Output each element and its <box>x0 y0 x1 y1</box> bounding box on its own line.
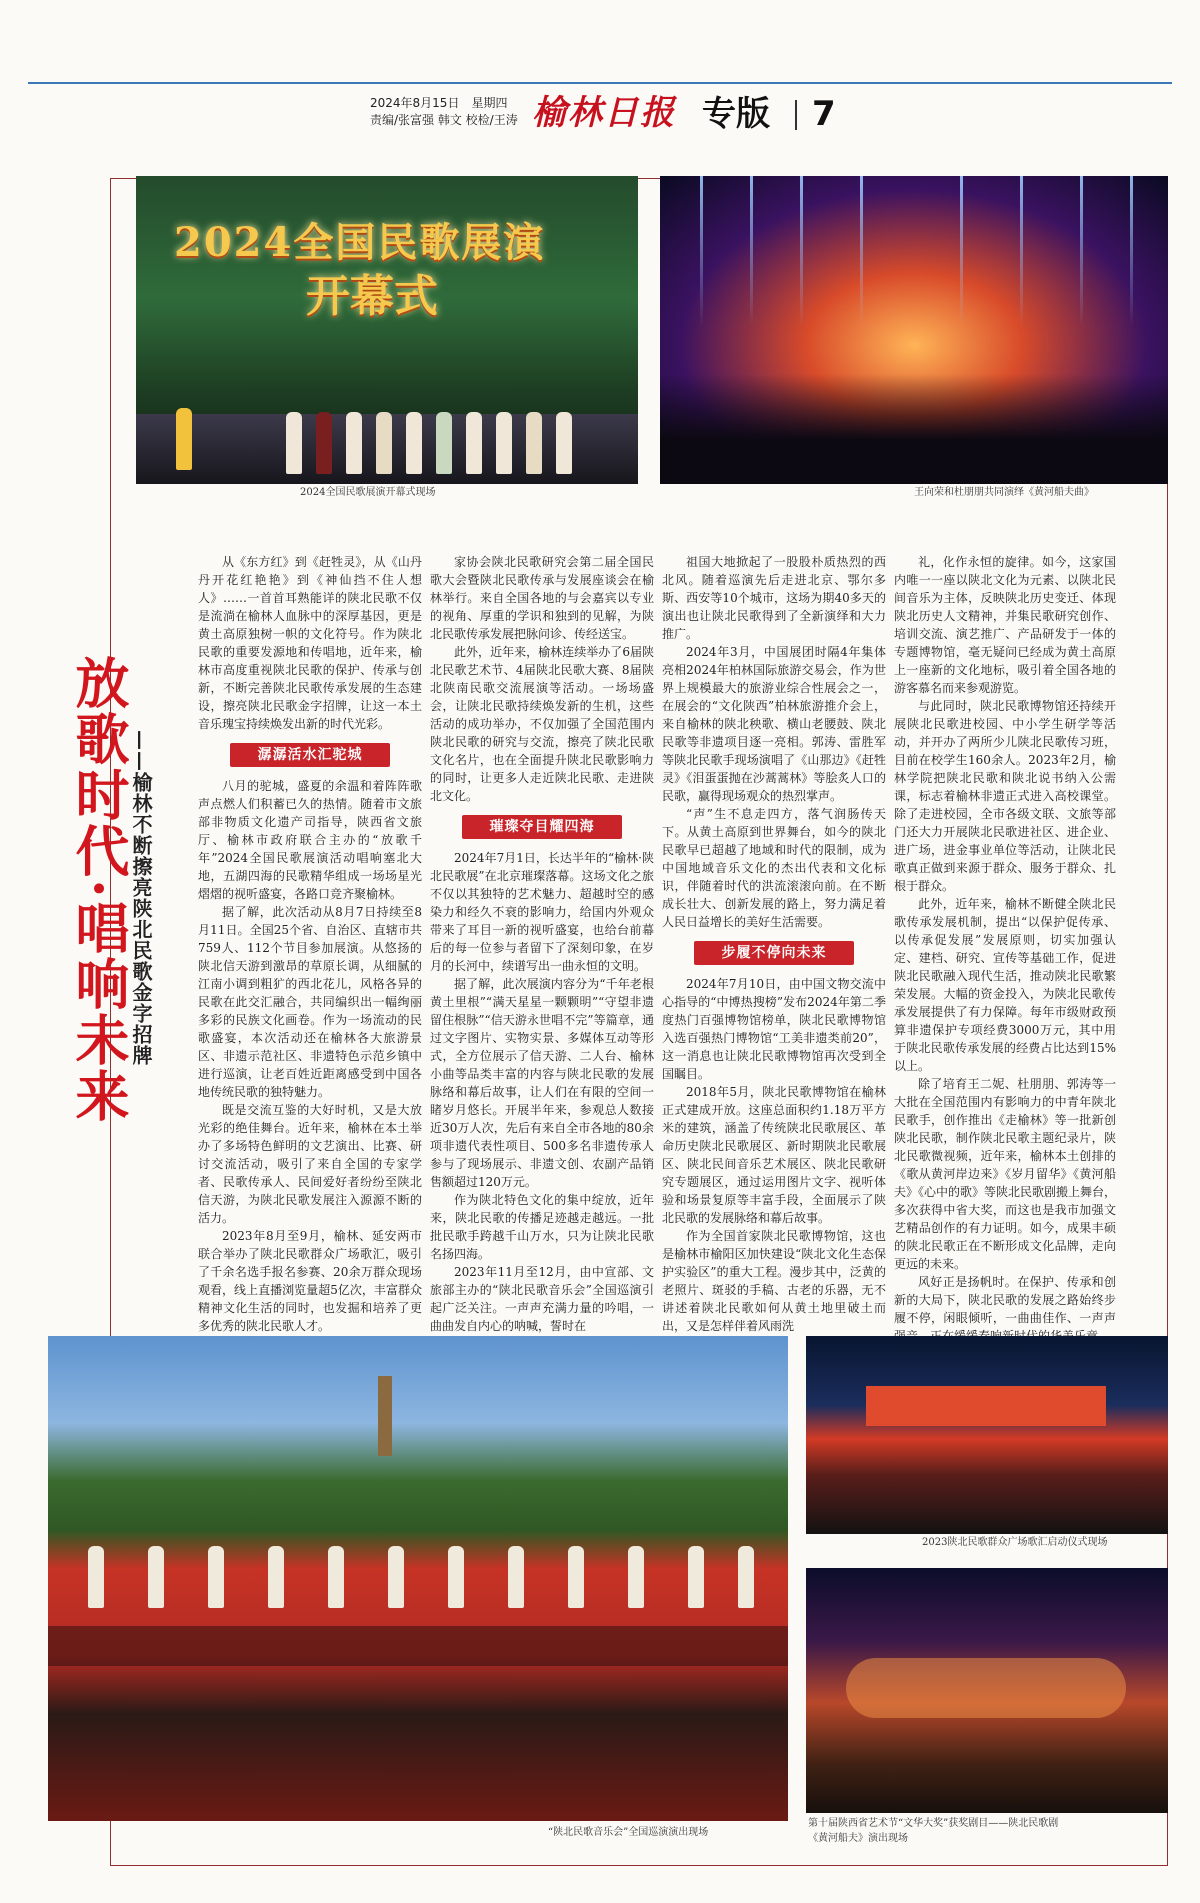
performer-figure <box>88 1546 104 1608</box>
performer-figure <box>738 1546 754 1608</box>
paragraph: 2018年5月，陕北民歌博物馆在榆林正式建成开放。这座总面积约1.18万平方米的建筑，涵盖了传统陕北民歌展区、革命历史陕北民歌展区、新时期陕北民歌展区、陕北民间音乐艺术展区、陕北民歌研究专题展区，通过运用图片文字、视听体验和场景复原等丰富手段，全面展示了陕北民歌的发展脉络和幕后故事。 <box>662 1085 886 1225</box>
performer-figure <box>208 1546 224 1608</box>
stage-banner-text: 2024全国民歌展演 <box>174 219 546 266</box>
paragraph: 据了解，此次活动从8月7日持续至8月11日。全国25个省、自治区、直辖市共759人、112个节目参加展演。从悠扬的陕北信天游到激昂的草原长调，从细腻的江南小调到粗犷的西北花儿，风格各异的民歌在此交汇融合，共同编织出一幅绚丽多彩的民族文化画卷。作为一场流动的民歌盛宴，本次活动还在榆林各大旅游景区、非遗示范社区、非遗特色示范乡镇中进行巡演，让老百姓近距离感受到中国各地传统民歌的独特魅力。 <box>198 905 422 1099</box>
photo-caption: 2024全国民歌展演开幕式现场 <box>300 487 436 498</box>
issue-weekday: 星期四 <box>471 96 508 110</box>
paragraph: 2024年7月10日，由中国文物交流中心指导的“中博热搜榜”发布2024年第二季度热门百强博物馆榜单，陕北民歌博物馆入选百强热门博物馆“工美非遗类前20”，这一消息也让陕北民歌博物馆再次受到全国瞩目。 <box>662 977 886 1081</box>
stage-light <box>1020 176 1023 326</box>
editors-credit: 责编/张富强 韩文 校检/王涛 <box>370 113 518 127</box>
newspaper-logo: 榆林日报 <box>532 93 676 133</box>
article-column-2 <box>430 553 654 1333</box>
performer-figure <box>568 1546 584 1608</box>
pagoda-tower <box>378 1376 392 1456</box>
stage-set <box>846 1658 1126 1718</box>
paragraph: 2023年8月至9月，榆林、延安两市联合举办了陕北民歌群众广场歌汇，吸引了千余名选手报名参赛、20余万群众现场观看，线上直播浏览量超5亿次，丰富群众精神文化生活的同时，也发掘和培养了更多优秀的陕北民歌人才。 <box>198 1229 422 1333</box>
performer-figure <box>466 412 482 474</box>
paragraph: 除了培育王二妮、杜朋朋、郭涛等一大批在全国范围内有影响力的中青年陕北民歌手，创作推出《走榆林》等一批新创陕北民歌，制作陕北民歌主题纪录片，陕北民歌微视频，近年来，榆林本土创排的《歌从黄河岸边来》《岁月留华》《黄河船夫》《心中的歌》等陕北民歌剧搬上舞台，多次获得中省大奖，而这也是我市加强文艺精品创作的有力证明。如今，成果丰硕的陕北民歌正在不断形成文化品牌，走向更远的未来。 <box>894 1077 1117 1271</box>
performer-figure <box>436 412 452 474</box>
stage-light <box>750 176 753 326</box>
paragraph: 作为全国首家陕北民歌博物馆，这也是榆林市榆阳区加快建设“陕北文化生态保护实验区”的重大工程。漫步其中，泛黄的老照片、斑驳的手稿、古老的乐器，无不讲述着陕北民歌如何从黄土地里破土而出，又是怎样伴着风雨洗 <box>662 1229 886 1333</box>
stage-light <box>960 176 963 326</box>
paragraph: 此外，近年来，榆林不断健全陕北民歌传承发展机制，提出“以保护促传承、以传承促发展”发展原则，切实加强认定、建档、研究、宣传等基础工作，促进陕北民歌融入现代生活，推动陕北民歌繁荣发展。大幅的资金投入，为陕北民歌传承发展提供了有力保障。每年市级财政预算非遗保护专项经费3000万元，其中用于陕北民歌传承发展的经费占比达到15%以上。 <box>894 897 1116 1073</box>
masthead <box>0 94 1200 138</box>
performer-figure <box>346 412 362 474</box>
photo-caption: 第十届陕西省艺术节“文华大奖”获奖剧目——陕北民歌剧 <box>808 1818 1059 1829</box>
performer-figure <box>376 412 392 474</box>
photo-concert-tour <box>48 1336 788 1821</box>
section-heading: 步履不停向未来 <box>694 941 854 965</box>
section-heading: 潺潺活水汇驼城 <box>230 743 390 767</box>
photo-caption: 《黄河船夫》演出现场 <box>808 1833 908 1844</box>
article-column-3 <box>662 553 886 1333</box>
paragraph: 据了解，此次展演内容分为“千年老根黄土里根”“满天星星一颗颗明”“守望非遗留住根脉”“信天游永世唱不完”等篇章，通过文字图片、实物实景、多媒体互动等形式，全方位展示了信天游、二人台、榆林小曲等品类丰富的内容与陕北民歌的发展脉络和幕后故事，让人们在有限的空间一睹岁月悠长。开展半年来，参观总人数接近30万人次，先后有来自全市各地的80余项非遗代表性项目、500多名非遗传承人参与了现场展示、非遗文创、农副产品销售额超过120万元。 <box>430 977 654 1189</box>
paragraph: 此外，近年来，榆林连续举办了6届陕北民歌艺术节、4届陕北民歌大赛、8届陕北陕南民歌交流展演等活动。一场场盛会，让陕北民歌持续焕发新的生机，这些活动的成功举办，不仅加强了全国范围内陕北民歌的研究与交流，擦亮了陕北民歌文化名片，也在全面提升陕北民歌影响力的同时，让更多人走近陕北民歌、走进陕北文化。 <box>430 645 654 803</box>
edition-label: 专版 <box>702 94 770 134</box>
stage-light <box>1130 176 1133 326</box>
photo-caption: “陕北民歌音乐会”全国巡演演出现场 <box>548 1827 709 1838</box>
photo-caption: 王向荣和杜朋朋共同演绎《黄河船夫曲》 <box>914 487 1094 498</box>
paragraph: 风好正是扬帆时。在保护、传承和创新的大局下，陕北民歌的发展之路始终步履不停，闲眼倾听，一曲曲佳作、一声声 <box>894 1275 1116 1325</box>
performer-figure <box>496 412 512 474</box>
paragraph: 2024年7月1日，长达半年的“榆林·陕北民歌展”在北京璀璨落幕。这场文化之旅不仅以其独特的艺术魅力、超越时空的感染力和经久不衰的影响力，给国内外观众带来了耳目一新的视听盛宴，也给台前幕后的每一位参与者留下了深刻印象，在岁月的长河中，续谱写出一曲永恒的文明。 <box>430 851 654 973</box>
stage-light <box>1080 176 1083 326</box>
performer-figure <box>388 1546 404 1608</box>
article-column-1 <box>198 553 422 1333</box>
article-column-4 <box>894 553 1117 1325</box>
issue-date: 2024年8月15日 <box>370 96 460 110</box>
paragraph: 2023年11月至12月，由中宣部、文旅部主办的“陕北民歌音乐会”全国巡演引起广泛关注。一声声充满力量的吟唱，一曲曲发自内心的呐喊，誓时在 <box>430 1265 654 1333</box>
photo-caption: 2023陕北民歌群众广场歌汇启动仪式现场 <box>922 1537 1108 1548</box>
top-rule <box>28 82 1172 84</box>
photo-yellow-river-boatman-opera <box>806 1568 1168 1813</box>
stage-banner-text-2: 开幕式 <box>306 271 438 322</box>
paragraph: 作为陕北特色文化的集中绽放，近年来，陕北民歌的传播足迹越走越远。一批批民歌手跨越千山万水，只为让陕北民歌名扬四海。 <box>430 1193 654 1261</box>
paragraph: 既是交流互鉴的大好时机，又是大放光彩的绝佳舞台。近年来，榆林在本土举办了多场特色鲜明的文艺演出、比赛、研讨交流活动，吸引了来自全国的专家学者、民歌传承人、民间爱好者纷纷至陕北信天游，为陕北民歌发展注入源源不断的活力。 <box>198 1103 422 1225</box>
paragraph: 祖国大地掀起了一股股朴质热烈的西北风。随着巡演先后走进北京、鄂尔多斯、西安等10个城市，这场为期40多天的演出也让陕北民歌得到了全新演绎和大力推广。 <box>662 555 886 641</box>
performer-figure <box>526 412 542 474</box>
performer-figure <box>688 1546 704 1608</box>
performer-figure <box>286 412 302 474</box>
masthead-divider <box>795 100 797 130</box>
paragraph: 八月的驼城，盛夏的余温和着阵阵歌声点燃人们积蓄已久的热情。随着市文旅部非物质文化遗产司指导，陕西省文旅厅、榆林市政府联合主办的“放歌千年”2024全国民歌展演活动唱响塞北大地，五湖四海的民歌精华组成一场场星光熠熠的视听盛宴，各路口竞齐聚榆林。 <box>198 779 422 901</box>
masthead-meta <box>370 95 518 129</box>
stage-backdrop <box>866 1386 1106 1426</box>
stage-light <box>800 176 803 326</box>
article-subtitle: ——榆林不断擦亮陕北民歌金字招牌 <box>129 730 153 1066</box>
stage-light <box>860 176 863 326</box>
section-heading: 璀璨夺目耀四海 <box>462 815 622 839</box>
stage-light <box>700 176 703 326</box>
performer-figure <box>328 1546 344 1608</box>
performer-figure <box>448 1546 464 1608</box>
performer-figure <box>176 408 192 470</box>
performer-figure <box>508 1546 524 1608</box>
page-number: 7 <box>812 94 836 134</box>
paragraph: 2024年3月，中国展团时隔4年集体亮相2024年柏林国际旅游交易会，作为世界上规模最大的旅游业综合性展会之一，在展会的“文化陕西”柏林旅游推介会上，来自榆林的陕北秧歌、横山老腰鼓、陕北民歌等非遗项目逐一亮相。郭涛、雷胜军等陕北民歌手现场演唱了《山那边》《赶牲灵》《泪蛋蛋抛在沙蒿蒿林》等脍炙人口的民歌，赢得现场观众的热烈掌声。 <box>662 645 886 803</box>
performer-figure <box>268 1546 284 1608</box>
paragraph: “声”生不息走四方，落气润肠传天下。从黄土高原到世界舞台，如今的陕北民歌早已超越了地域和时代的限制，成为中国地域音乐文化的杰出代表和文化标识，伴随着时代的洪流滚滚向前。在不断成长壮大、创新发展的路上，努力满足着人民日益增长的美好生活需要。 <box>662 807 886 929</box>
paragraph: 从《东方红》到《赶牲灵》，从《山丹丹开花红艳艳》到《神仙挡不住人想人》……一首首耳熟能详的陕北民歌不仅是流淌在榆林人血脉中的深厚基因，更是黄土高原独树一帜的文化符号。作为陕北民歌的重要发源地和传唱地，近年来，榆林市高度重视陕北民歌的保护、传承与创新，不断完善陕北民歌传承发展的生态建设，擦亮陕北民歌金字招牌，让这一本土音乐瑰宝持续焕发出新的时代光彩。 <box>198 555 422 731</box>
performer-figure <box>316 412 332 474</box>
audience-silhouette <box>660 374 1168 484</box>
performer-figure <box>406 412 422 474</box>
performer-figure <box>556 412 572 474</box>
orchestra-row <box>48 1626 788 1666</box>
photo-square-song-gala <box>806 1336 1168 1534</box>
article-title: 放歌时代·唱响未来 <box>67 655 131 1124</box>
paragraph: 与此同时，陕北民歌博物馆还持续开展陕北民歌进校园、中小学生研学等活动，并开办了两所少儿陕北民歌传习班，目前在校学生160余人。2023年2月，榆林学院把陕北民歌和陕北说书纳入公需课，标志着榆林非遗正式进入高校课堂。除了走进校园，全市各级文联、文旅等部门还大力开展陕北民歌进社区、进企业、进广场，进金事业单位等活动，让陕北民歌真正做到来源于群众、服务于群众、扎根于群众。 <box>894 699 1116 893</box>
paragraph: 礼，化作永恒的旋律。如今，这家国内唯一一座以陕北文化为元素、以陕北民间音乐为主体，反映陕北历史变迁、体现陕北历史人文精神，并集民歌研究创作、培训交流、演艺推广、产品研发于一体的专题博物馆，毫无疑问已经成为黄土高原上一座新的文化地标，吸引着全国各地的游客慕名而来参观游览。 <box>894 555 1116 695</box>
photo-opening-ceremony <box>136 176 638 484</box>
paragraph: 家协会陕北民歌研究会第二届全国民歌大会暨陕北民歌传承与发展座谈会在榆林举行。来自全国各地的与会嘉宾以专业的视角、厚重的学识和独到的见解，为陕北民歌传承发展把脉问诊、传经送宝。 <box>430 555 654 641</box>
performer-figure <box>628 1546 644 1608</box>
photo-yellow-river-boatman <box>660 176 1168 484</box>
performer-figure <box>148 1546 164 1608</box>
